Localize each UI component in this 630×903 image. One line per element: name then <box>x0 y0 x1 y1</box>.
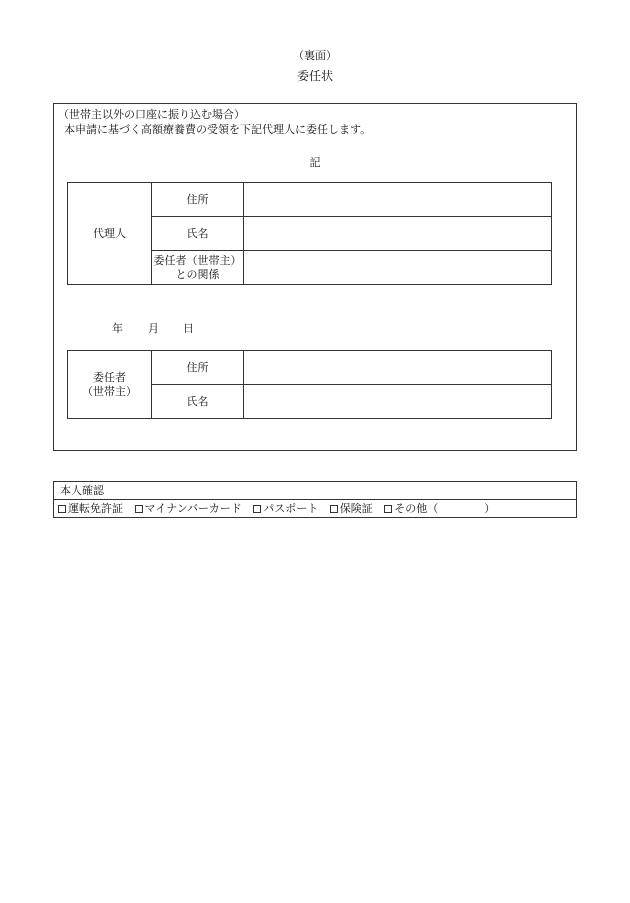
agent-relation-label-line2: との関係 <box>175 267 220 281</box>
date-month-label: 月 <box>148 322 159 335</box>
date-year-label: 年 <box>112 322 123 335</box>
agent-relation-label <box>152 251 244 285</box>
option-passport-label: パスポート <box>263 502 319 515</box>
option-other[interactable] <box>384 502 495 515</box>
agent-relation-field[interactable] <box>244 251 552 285</box>
principal-name-field[interactable] <box>244 385 552 419</box>
identity-options <box>54 500 576 517</box>
agent-table <box>67 182 552 285</box>
option-my-number-card-label: マイナンバーカード <box>144 502 242 515</box>
principal-name-label: 氏名 <box>152 385 244 419</box>
delegation-statement: 本申請に基づく高額療養費の受領を下記代理人に委任します。 <box>64 123 372 136</box>
delegation-note: （世帯主以外の口座に振り込む場合） <box>58 108 245 121</box>
option-my-number-card[interactable] <box>135 502 246 515</box>
other-close-paren: ） <box>484 502 496 515</box>
agent-name-label: 氏名 <box>152 217 244 251</box>
checkbox-passport[interactable] <box>253 505 261 513</box>
checkbox-other[interactable] <box>384 505 392 513</box>
principal-table <box>67 350 552 419</box>
agent-relation-label-line1: 委任者（世帯主） <box>153 253 242 267</box>
option-insurance-card[interactable] <box>330 502 377 515</box>
delegation-box <box>53 103 577 451</box>
agent-name-field[interactable] <box>244 217 552 251</box>
option-other-label: その他（ <box>394 502 439 515</box>
option-insurance-card-label: 保険証 <box>339 502 373 515</box>
agent-address-label: 住所 <box>152 183 244 217</box>
principal-address-label: 住所 <box>152 351 244 385</box>
principal-group-label-line1: 委任者 <box>93 370 126 384</box>
page-title: 委任状 <box>296 69 333 83</box>
checkbox-drivers-license[interactable] <box>58 505 66 513</box>
identity-title: 本人確認 <box>54 482 576 500</box>
ki-label: 記 <box>309 156 321 169</box>
principal-group-label-line2: （世帯主） <box>82 384 137 398</box>
option-drivers-license[interactable] <box>58 502 127 515</box>
principal-address-field[interactable] <box>244 351 552 385</box>
option-passport[interactable] <box>253 502 322 515</box>
side-label: （裏面） <box>293 49 337 62</box>
agent-group-label: 代理人 <box>68 183 152 285</box>
date-day-label: 日 <box>183 322 194 335</box>
checkbox-my-number-card[interactable] <box>135 505 143 513</box>
principal-group-label <box>68 351 152 419</box>
agent-address-field[interactable] <box>244 183 552 217</box>
option-drivers-license-label: 運転免許証 <box>68 502 123 515</box>
identity-box <box>53 481 577 518</box>
checkbox-insurance-card[interactable] <box>330 505 338 513</box>
